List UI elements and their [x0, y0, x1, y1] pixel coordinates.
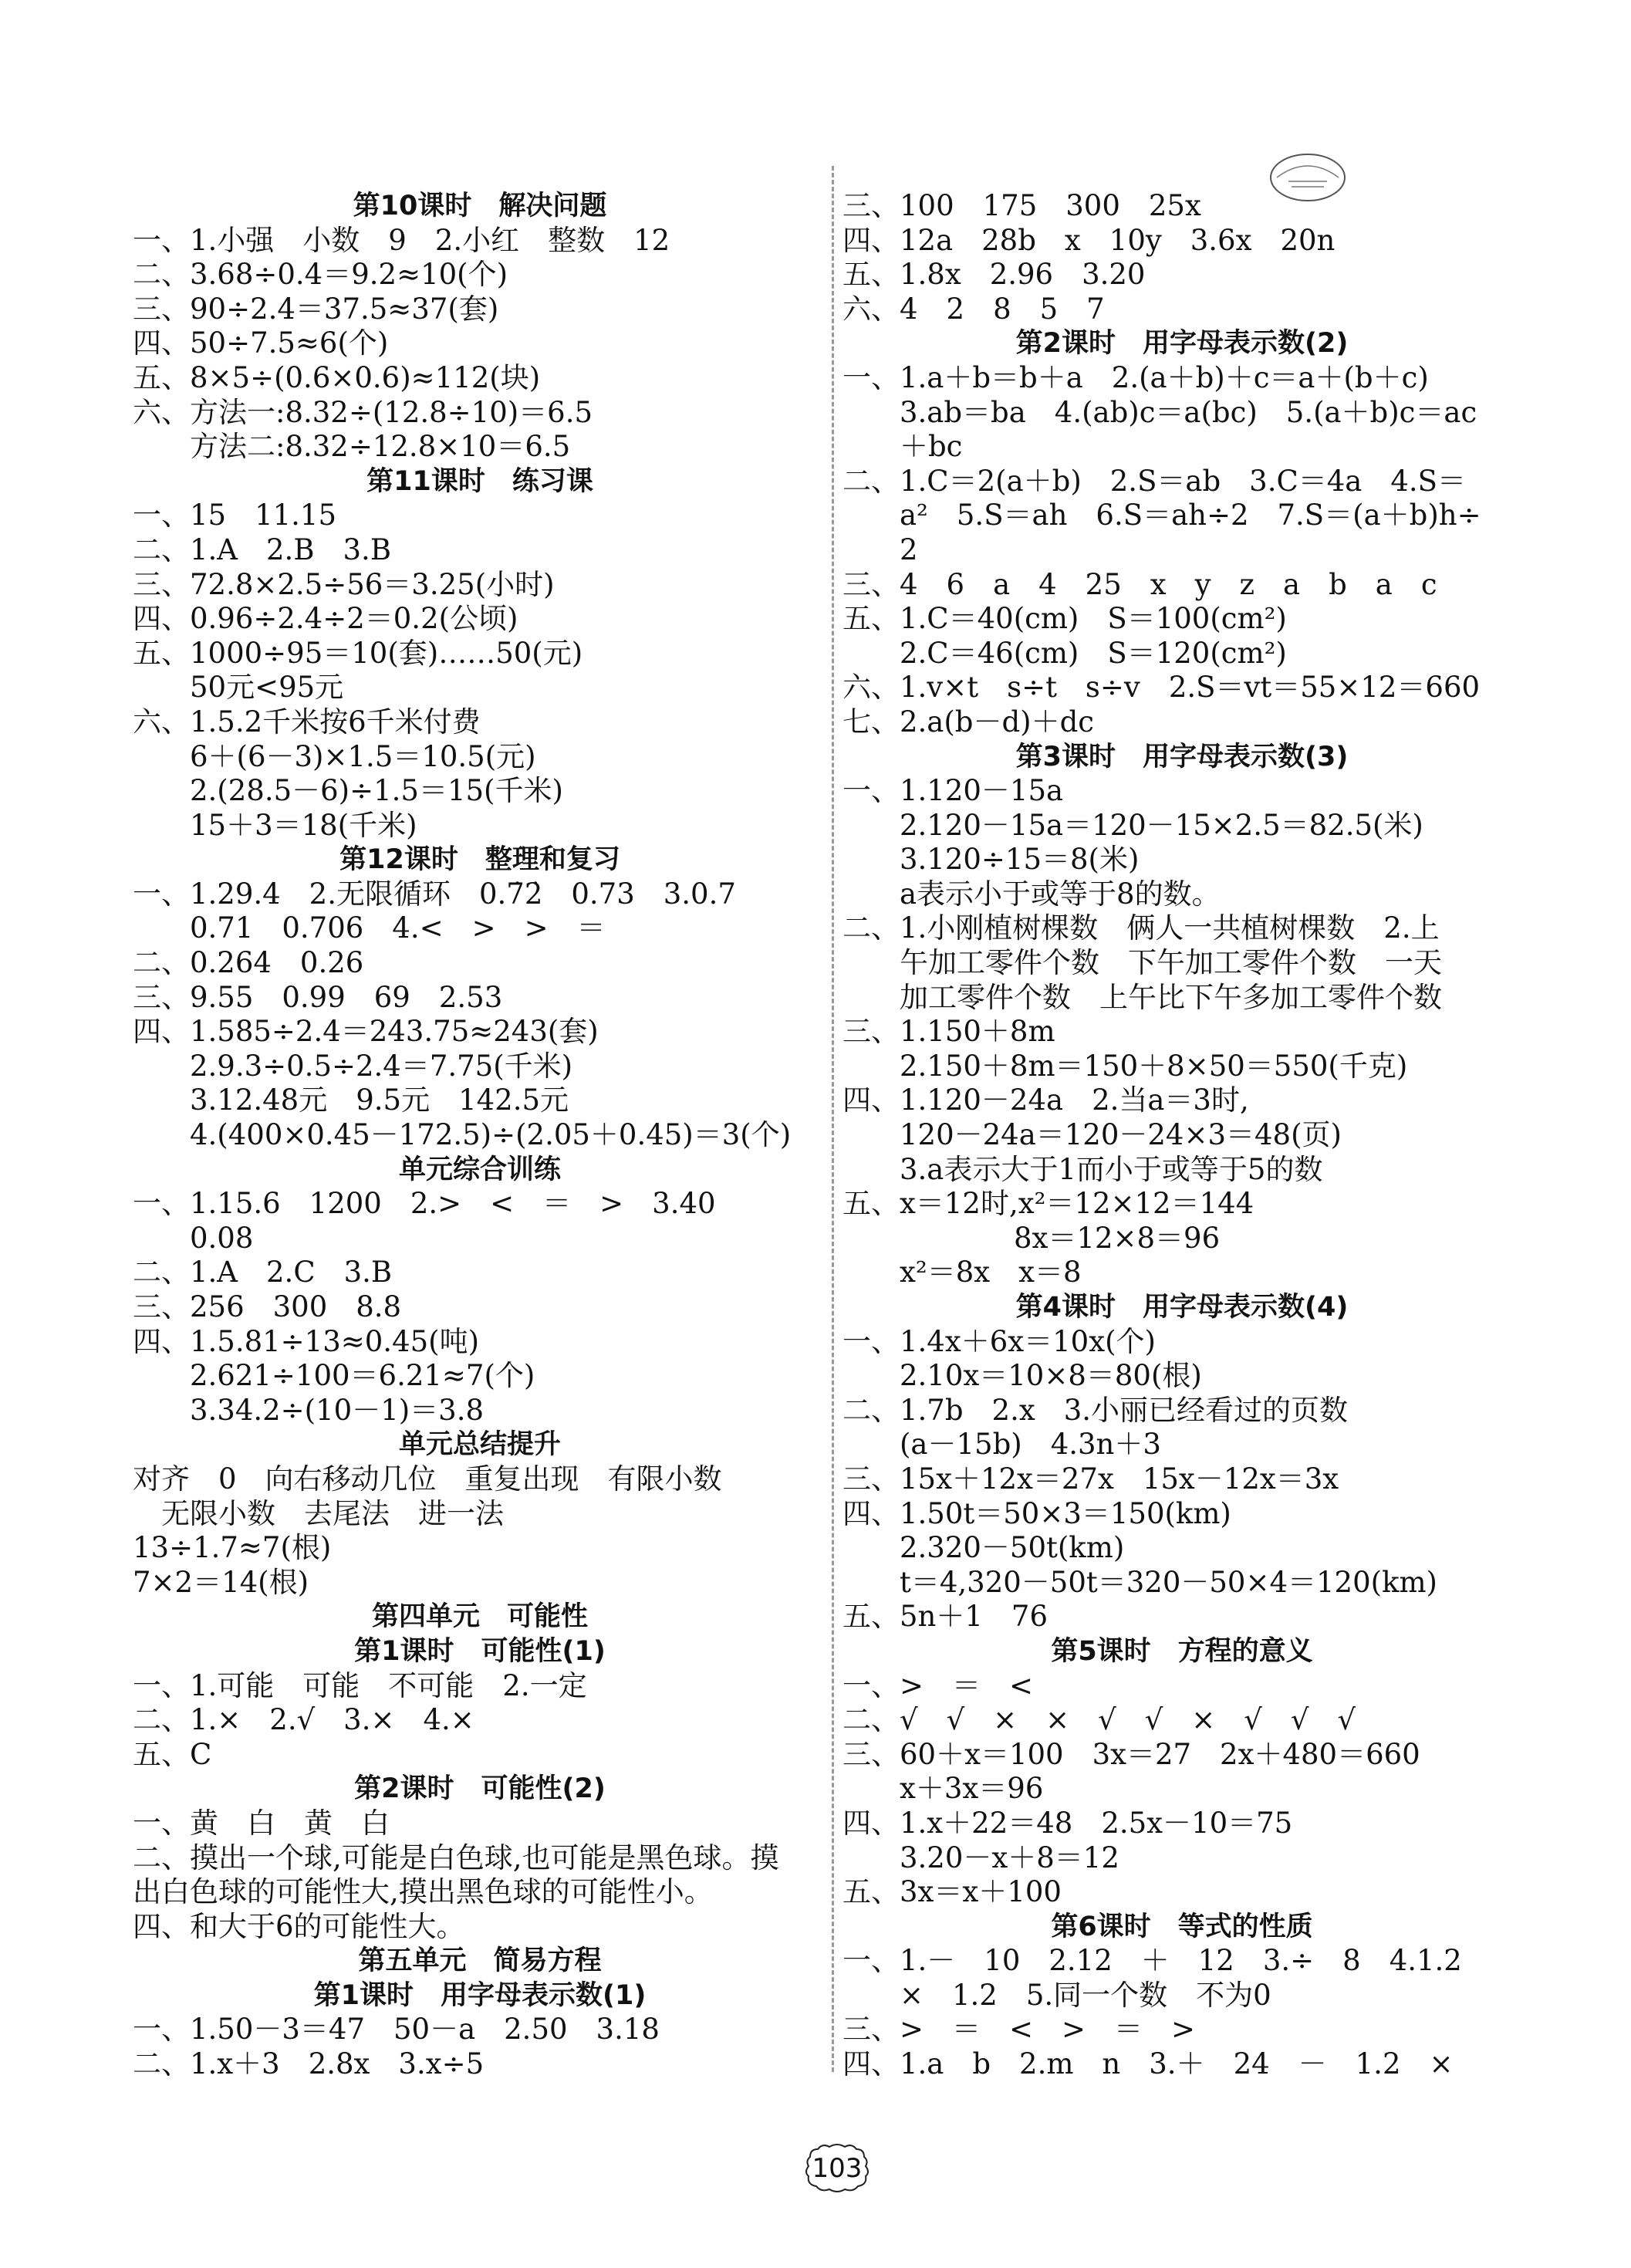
section-heading: 第5课时 方程的意义: [1051, 1635, 1313, 1667]
answer-line: 一、1.50－3＝47 50－a 2.50 3.18: [133, 2013, 660, 2047]
section-heading: 第6课时 等式的性质: [1051, 1911, 1313, 1942]
answer-line: 2.9.3÷0.5÷2.4＝7.75(千米): [133, 1049, 573, 1083]
answer-line: 六、1.5.2千米按6千米付费: [133, 705, 481, 739]
answer-line: 五、5n＋1 76: [843, 1600, 1048, 1634]
page-number-text: 103: [812, 2153, 863, 2184]
answer-line: 五、3x＝x＋100: [843, 1875, 1062, 1909]
answer-line: 0.08: [133, 1221, 254, 1255]
answer-line: t＝4,320－50t＝320－50×4＝120(km): [843, 1565, 1437, 1599]
answer-line: 出白色球的可能性大,摸出黑色球的可能性小。: [133, 1875, 713, 1909]
answer-line: 二、摸出一个球,可能是白色球,也可能是黑色球。摸: [133, 1840, 779, 1874]
section-heading: 单元综合训练: [398, 1154, 561, 1185]
answer-line: 六、1.v×t s÷t s÷v 2.S＝vt＝55×12＝660: [843, 671, 1481, 705]
answer-line: 一、1.15.6 1200 2.> < ＝ > 3.40: [133, 1187, 716, 1221]
answer-line: 五、1.8x 2.96 3.20: [843, 258, 1146, 292]
answer-line: 五、1000÷95＝10(套)……50(元): [133, 636, 583, 670]
answer-line: ＋bc: [843, 430, 963, 464]
answer-line: 三、> ＝ < > ＝ >: [843, 2013, 1196, 2047]
answer-line: 四、0.96÷2.4÷2＝0.2(公顷): [133, 602, 518, 636]
answer-line: 四、1.5.81÷13≈0.45(吨): [133, 1324, 480, 1358]
column-divider: [832, 166, 834, 2072]
answer-line: 2.320－50t(km): [843, 1531, 1125, 1565]
answer-line: 三、9.55 0.99 69 2.53: [133, 980, 503, 1014]
answer-line: 四、和大于6的可能性大。: [133, 1909, 465, 1943]
section-heading: 第10课时 解决问题: [353, 191, 607, 221]
section-heading: 单元总结提升: [398, 1429, 561, 1461]
answer-line: 三、100 175 300 25x: [843, 189, 1201, 222]
section-heading: 第五单元 简易方程: [358, 1945, 602, 1977]
section-heading: 第12课时 整理和复习: [339, 844, 620, 876]
answer-line: 120－24a＝120－24×3＝48(页): [843, 1118, 1342, 1152]
answer-line: 五、8×5÷(0.6×0.6)≈112(块): [133, 360, 541, 394]
answer-line: 三、60＋x＝100 3x＝27 2x＋480＝660: [843, 1737, 1420, 1771]
section-heading: 第2课时 可能性(2): [354, 1773, 606, 1805]
answer-line: 一、黄 白 黄 白: [133, 1806, 390, 1840]
answer-line: 一、> ＝ <: [843, 1668, 1034, 1702]
answer-line: 一、1.可能 可能 不可能 2.一定: [133, 1668, 587, 1702]
answer-line: 三、72.8×2.5÷56＝3.25(小时): [133, 567, 555, 601]
answer-line: 二、1.A 2.B 3.B: [133, 532, 392, 566]
answer-line: 一、15 11.15: [133, 499, 337, 532]
answer-line: 四、1.x＋22＝48 2.5x－10＝75: [843, 1806, 1293, 1840]
answer-line: 6＋(6－3)×1.5＝10.5(元): [133, 739, 536, 773]
section-heading: 第2课时 用字母表示数(2): [1015, 328, 1349, 360]
answer-line: 2.(28.5－6)÷1.5＝15(千米): [133, 774, 563, 808]
page-number: [802, 2141, 872, 2195]
answer-line: 二、1.7b 2.x 3.小丽已经看过的页数: [843, 1393, 1348, 1427]
left-column: [133, 189, 827, 2082]
answer-line: 3.a表示大于1而小于或等于5的数: [843, 1152, 1323, 1186]
answer-line: 3.ab＝ba 4.(ab)c＝a(bc) 5.(a＋b)c＝ac: [843, 395, 1477, 429]
answer-line: 2.10x＝10×8＝80(根): [843, 1359, 1202, 1393]
answer-line: 一、1.29.4 2.无限循环 0.7̇2̇ 0.73 3.0.7: [133, 877, 736, 911]
answer-line: 2.621÷100＝6.21≈7(个): [133, 1359, 535, 1393]
answer-line: 四、1.50t＝50×3＝150(km): [843, 1496, 1231, 1530]
answer-line: 3.120÷15＝8(米): [843, 843, 1140, 877]
answer-line: 2: [843, 532, 918, 566]
answer-line: 50元<95元: [133, 671, 344, 705]
answer-line: 8x＝12×8＝96: [843, 1221, 1221, 1255]
answer-line: x＋3x＝96: [843, 1772, 1044, 1806]
answer-line: 三、1.150＋8m: [843, 1015, 1055, 1049]
answer-line: 二、√ √ × × √ √ × √ √ √: [843, 1703, 1356, 1737]
answer-line: 0.71 0.706 4.< > > ＝: [133, 911, 606, 945]
answer-line: 五、1.C＝40(cm) S＝100(cm²): [843, 602, 1287, 636]
answer-line: 加工零件个数 上午比下午多加工零件个数: [843, 980, 1442, 1014]
answer-line: 午加工零件个数 下午加工零件个数 一天: [843, 946, 1442, 980]
answer-line: 方法二:8.32÷12.8×10＝6.5: [133, 430, 571, 464]
answer-line: 二、1.× 2.√ 3.× 4.×: [133, 1703, 474, 1737]
answer-line: 一、1.－ 10 2.12 ＋ 12 3.÷ 8 4.1.2: [843, 1944, 1462, 1978]
answer-line: 无限小数 去尾法 进一法: [133, 1496, 504, 1530]
answer-line: 13÷1.7≈7(根): [133, 1531, 332, 1565]
answer-line: 15＋3＝18(千米): [133, 808, 417, 842]
answer-line: 7×2＝14(根): [133, 1565, 309, 1599]
answer-line: 三、15x＋12x＝27x 15x－12x＝3x: [843, 1462, 1339, 1496]
answer-line: 四、50÷7.5≈6(个): [133, 326, 389, 360]
answer-line: 二、3.68÷0.4＝9.2≈10(个): [133, 258, 508, 292]
answer-line: a² 5.S＝ah 6.S＝ah÷2 7.S＝(a＋b)h÷: [843, 499, 1481, 532]
section-heading: 第4课时 用字母表示数(4): [1015, 1292, 1349, 1323]
answer-line: 三、256 300 8.8: [133, 1290, 402, 1323]
answer-line: 对齐 0 向右移动几位 重复出现 有限小数: [133, 1462, 722, 1496]
answer-line: 四、1.a b 2.m n 3.＋ 24 － 1.2 ×: [843, 2047, 1454, 2081]
section-heading: 第1课时 可能性(1): [354, 1635, 606, 1667]
answer-line: a表示小于或等于8的数。: [843, 877, 1221, 911]
answer-line: 二、1.A 2.C 3.B: [133, 1256, 393, 1289]
answer-line: 三、90÷2.4＝37.5≈37(套): [133, 292, 499, 326]
answer-line: 2.C＝46(cm) S＝120(cm²): [843, 636, 1287, 670]
answer-line: x²＝8x x＝8: [843, 1256, 1082, 1289]
answer-line: 一、1.4x＋6x＝10x(个): [843, 1324, 1156, 1358]
answer-line: 三、4 6 a 4 25 x y z a b a c: [843, 567, 1437, 601]
answer-line: 3.12.48元 9.5元 142.5元: [133, 1083, 569, 1117]
answer-line: 一、1.a＋b＝b＋a 2.(a＋b)＋c＝a＋(b＋c): [843, 360, 1429, 394]
answer-line: 四、12a 28b x 10y 3.6x 20n: [843, 223, 1336, 257]
section-heading: 第3课时 用字母表示数(3): [1015, 741, 1349, 772]
answer-line: 3.34.2÷(10－1)＝3.8: [133, 1393, 485, 1427]
answer-line: 四、1.120－24a 2.当a＝3时,: [843, 1083, 1249, 1117]
answer-line: 二、1.x＋3 2.8x 3.x÷5: [133, 2047, 485, 2081]
section-heading: 第四单元 可能性: [371, 1601, 588, 1633]
answer-line: 2.120－15a＝120－15×2.5＝82.5(米): [843, 808, 1423, 842]
answer-line: 一、1.120－15a: [843, 774, 1064, 808]
answer-line: 二、1.C＝2(a＋b) 2.S＝ab 3.C＝4a 4.S＝: [843, 464, 1467, 498]
answer-line: × 1.2 5.同一个数 不为0: [843, 1978, 1271, 2012]
answer-line: 五、C: [133, 1737, 212, 1771]
right-column: [843, 189, 1521, 2082]
answer-line: 六、方法一:8.32÷(12.8÷10)＝6.5: [133, 395, 593, 429]
section-heading: 第11课时 练习课: [366, 465, 593, 497]
answer-line: 二、1.小刚植树棵数 俩人一共植树棵数 2.上: [843, 911, 1440, 945]
answer-line: 五、x＝12时,x²＝12×12＝144: [843, 1187, 1254, 1221]
section-heading: 第1课时 用字母表示数(1): [313, 1979, 647, 2011]
answer-line: 2.150＋8m＝150＋8×50＝550(千克): [843, 1049, 1408, 1083]
answer-line: (a－15b) 4.3n＋3: [843, 1428, 1161, 1462]
answer-line: 4.(400×0.45－172.5)÷(2.05＋0.45)＝3(个): [133, 1118, 792, 1152]
answer-line: 七、2.a(b－d)＋dc: [843, 705, 1095, 739]
answer-line: 一、1.小强 小数 9 2.小红 整数 12: [133, 223, 670, 257]
answer-line: 3.20－x＋8＝12: [843, 1840, 1119, 1874]
answer-line: 六、4 2 8 5 7: [843, 292, 1105, 326]
answer-line: 二、0.264 0.26: [133, 946, 364, 980]
answer-line: 四、1.585÷2.4＝243.75≈243(套): [133, 1015, 599, 1049]
